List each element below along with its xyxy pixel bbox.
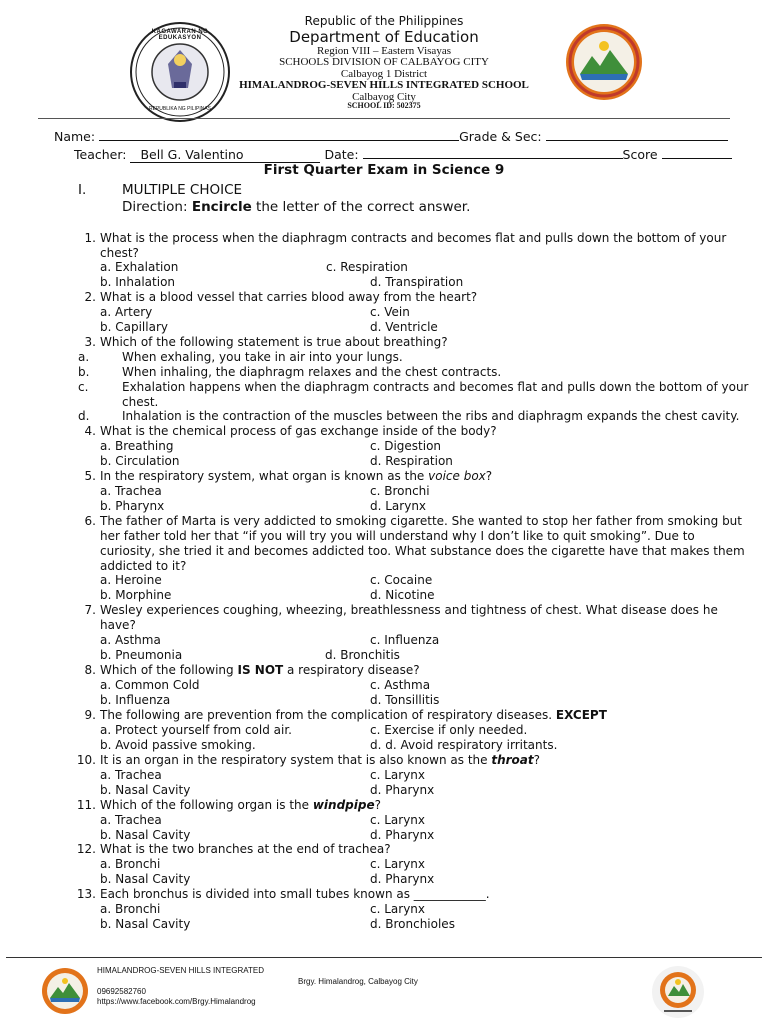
question-text-part: The following are prevention from the complication of respiratory diseases.: [100, 708, 556, 722]
option-d[interactable]: [78, 409, 767, 424]
question-number: 13.: [76, 887, 96, 901]
question-number: 3.: [84, 335, 96, 349]
question-text-emphasis: windpipe: [312, 798, 375, 812]
division-line: SCHOOLS DIVISION OF CALBAYOG CITY: [279, 56, 489, 68]
department-line: Department of Education: [289, 28, 479, 46]
question-text: [100, 708, 740, 723]
question-text-part: It is an organ in the respiratory system that is also known as the: [100, 753, 492, 767]
option-a[interactable]: a. Protect yourself from cold air.: [100, 723, 292, 737]
exam-title: First Quarter Exam in Science 9: [263, 162, 505, 178]
question-text-part: ?: [533, 753, 540, 767]
question-text-part: Which of the following: [100, 663, 238, 677]
footer-facebook-link[interactable]: https://www.facebook.com/Brgy.Himalandrog: [97, 997, 256, 1006]
option-d[interactable]: d. Larynx: [370, 499, 427, 513]
option-d[interactable]: d. Pharynx: [370, 828, 435, 842]
option-c[interactable]: c. Vein: [370, 305, 410, 319]
question-text: Wesley experiences coughing, wheezing, breathlessness and tightness of chest. What disease does he have?: [100, 603, 718, 632]
footer-school-logo: [42, 968, 88, 1014]
district-line: Calbayog 1 District: [340, 68, 428, 80]
deped-seal-ring-text-bottom: REPUBLIKA NG PILIPINAS: [149, 106, 211, 112]
option-c[interactable]: c. Exercise if only needed.: [370, 723, 528, 737]
footer-partner-logo: [652, 966, 704, 1018]
option-a[interactable]: a. Asthma: [100, 633, 161, 647]
option-d[interactable]: d. Bronchitis: [325, 648, 400, 662]
question-text-emphasis: throat: [491, 753, 534, 767]
option-a[interactable]: a. Bronchi: [100, 857, 161, 871]
question-text-part: a respiratory disease?: [283, 663, 420, 677]
grade-label: Grade & Sec:: [459, 129, 542, 144]
option-d[interactable]: d. Transpiration: [370, 275, 464, 289]
teacher-field[interactable]: [130, 147, 320, 163]
score-label: Score: [622, 147, 658, 162]
option-text: Exhalation happens when the diaphragm contracts and becomes flat and pulls down the bottom of your chest.: [122, 380, 749, 409]
option-letter: b.: [78, 365, 90, 379]
date-label: Date:: [324, 147, 359, 162]
option-c[interactable]: c. Larynx: [370, 768, 426, 782]
option-b[interactable]: b. Nasal Cavity: [100, 872, 191, 886]
option-letter: d.: [78, 409, 90, 423]
option-c[interactable]: c. Asthma: [370, 678, 431, 692]
option-b[interactable]: [78, 365, 767, 380]
question-number: 9.: [84, 708, 96, 722]
option-a[interactable]: [78, 350, 767, 365]
region-line: Region VIII – Eastern Visayas: [317, 45, 451, 57]
option-c[interactable]: c. Cocaine: [370, 573, 433, 587]
question-number: 2.: [84, 290, 96, 304]
question-number: 11.: [76, 798, 96, 812]
option-a[interactable]: a. Trachea: [100, 813, 162, 827]
option-c[interactable]: [78, 380, 767, 410]
direction-line: [122, 199, 470, 215]
question-text: What is the two branches at the end of trachea?: [100, 842, 391, 856]
header-divider: [38, 118, 730, 119]
question-text-part: In the respiratory system, what organ is known as the: [100, 469, 429, 483]
city-line: Calbayog City: [352, 91, 416, 103]
question-number: 6.: [84, 514, 96, 528]
teacher-row: [74, 146, 732, 163]
option-b[interactable]: b. Nasal Cavity: [100, 828, 191, 842]
teacher-value: Bell G. Valentino: [140, 147, 244, 162]
question-number: 10.: [76, 753, 96, 767]
option-a[interactable]: a. Artery: [100, 305, 153, 319]
section-number: I.: [78, 182, 87, 198]
option-a[interactable]: a. Trachea: [100, 484, 162, 498]
option-text: When inhaling, the diaphragm relaxes and the chest contracts.: [122, 365, 502, 379]
option-d[interactable]: d. Tonsillitis: [370, 693, 440, 707]
option-d[interactable]: d. Pharynx: [370, 783, 435, 797]
question-text-emphasis: IS NOT: [237, 663, 284, 677]
question-text: [100, 663, 740, 678]
school-id-line: SCHOOL ID: 502375: [347, 101, 421, 110]
question-text: Each bronchus is divided into small tubes known as ____________.: [100, 887, 490, 901]
option-b[interactable]: b. Nasal Cavity: [100, 917, 191, 931]
question-number: 1.: [84, 231, 96, 245]
question-text-emphasis: EXCEPT: [555, 708, 607, 722]
option-d[interactable]: d. Nicotine: [370, 588, 435, 602]
grade-field[interactable]: [546, 128, 728, 141]
name-row: [54, 128, 728, 144]
option-c[interactable]: c. Larynx: [370, 857, 426, 871]
footer-phone: 09692582760: [97, 987, 146, 996]
option-b[interactable]: b. Influenza: [100, 693, 171, 707]
option-c[interactable]: c. Influenza: [370, 633, 440, 647]
option-a[interactable]: a. Breathing: [100, 439, 174, 453]
option-text: When exhaling, you take in air into your lungs.: [122, 350, 403, 364]
question-text-part: ?: [374, 798, 381, 812]
footer-school-name: HIMALANDROG-SEVEN HILLS INTEGRATED: [97, 966, 264, 975]
question-text: [100, 753, 740, 768]
option-d[interactable]: d. Pharynx: [370, 872, 435, 886]
footer-divider: [6, 957, 762, 958]
option-a[interactable]: a. Trachea: [100, 768, 162, 782]
option-c[interactable]: c. Larynx: [370, 813, 426, 827]
option-letter: c.: [78, 380, 89, 394]
option-b[interactable]: b. Pneumonia: [100, 648, 183, 662]
option-c[interactable]: c. Respiration: [326, 260, 408, 274]
option-d[interactable]: d. Ventricle: [370, 320, 438, 334]
republic-line: Republic of the Philippines: [304, 14, 464, 28]
option-b[interactable]: b. Circulation: [100, 454, 180, 468]
deped-seal-ring-text-top: KAGAWARAN NG EDUKASYON: [151, 29, 209, 41]
option-a[interactable]: a. Heroine: [100, 573, 162, 587]
question-text: What is a blood vessel that carries blood away from the heart?: [100, 290, 478, 304]
question-text-part: Which of the following organ is the: [100, 798, 313, 812]
option-b[interactable]: b. Inhalation: [100, 275, 176, 289]
option-a[interactable]: a. Common Cold: [100, 678, 200, 692]
score-field[interactable]: [662, 146, 732, 159]
question-number: 7.: [84, 603, 96, 617]
name-field[interactable]: [99, 128, 459, 141]
question-text: [100, 469, 740, 484]
question-text: What is the chemical process of gas exchange inside of the body?: [100, 424, 497, 438]
option-b[interactable]: b. Capillary: [100, 320, 168, 334]
question-number: 4.: [84, 424, 96, 438]
question-number: 8.: [84, 663, 96, 677]
option-d[interactable]: d. Bronchioles: [370, 917, 455, 931]
option-text: Inhalation is the contraction of the muscles between the ribs and diaphragm expands the chest cavity.: [122, 409, 740, 423]
footer-address: Brgy. Himalandrog, Calbayog City: [298, 977, 418, 986]
option-b[interactable]: b. Morphine: [100, 588, 172, 602]
option-a[interactable]: a. Bronchi: [100, 902, 161, 916]
date-field[interactable]: [363, 146, 623, 159]
direction-emphasis: Encircle: [191, 199, 252, 215]
option-c[interactable]: c. Larynx: [370, 902, 426, 916]
question-text-emphasis: voice box: [428, 469, 486, 483]
option-b[interactable]: b. Pharynx: [100, 499, 165, 513]
question-text: What is the process when the diaphragm contracts and becomes flat and pulls down the bottom of your chest?: [100, 231, 727, 260]
option-d[interactable]: d. Respiration: [370, 454, 453, 468]
option-b[interactable]: b. Avoid passive smoking.: [100, 738, 256, 752]
question-text: Which of the following statement is true about breathing?: [100, 335, 448, 349]
option-c[interactable]: c. Digestion: [370, 439, 442, 453]
teacher-label: Teacher:: [74, 147, 127, 162]
option-a[interactable]: a. Exhalation: [100, 260, 179, 274]
option-letter: a.: [78, 350, 90, 364]
question-text-part: ?: [485, 469, 493, 483]
direction-label: Direction:: [122, 199, 188, 215]
option-d[interactable]: d. d. Avoid respiratory irritants.: [370, 738, 558, 752]
option-b[interactable]: b. Nasal Cavity: [100, 783, 191, 797]
name-label: Name:: [54, 129, 96, 144]
school-name-line: HIMALANDROG-SEVEN HILLS INTEGRATED SCHOOL: [239, 79, 529, 91]
option-c[interactable]: c. Bronchi: [370, 484, 430, 498]
question-text: [100, 798, 740, 813]
direction-text: the letter of the correct answer.: [256, 199, 471, 215]
question-number: 5.: [84, 469, 96, 483]
question-text: The father of Marta is very addicted to smoking cigarette. She wanted to stop her father from smoking but her father told her that “if you will try you will understand why I don’t like to quit smoking”. Due to curiosity, she tried it and becomes addicted too. What substance does the cigarette have that makes them addicted to it?: [100, 514, 745, 573]
question-number: 12.: [76, 842, 96, 856]
section-title: MULTIPLE CHOICE: [122, 182, 243, 198]
